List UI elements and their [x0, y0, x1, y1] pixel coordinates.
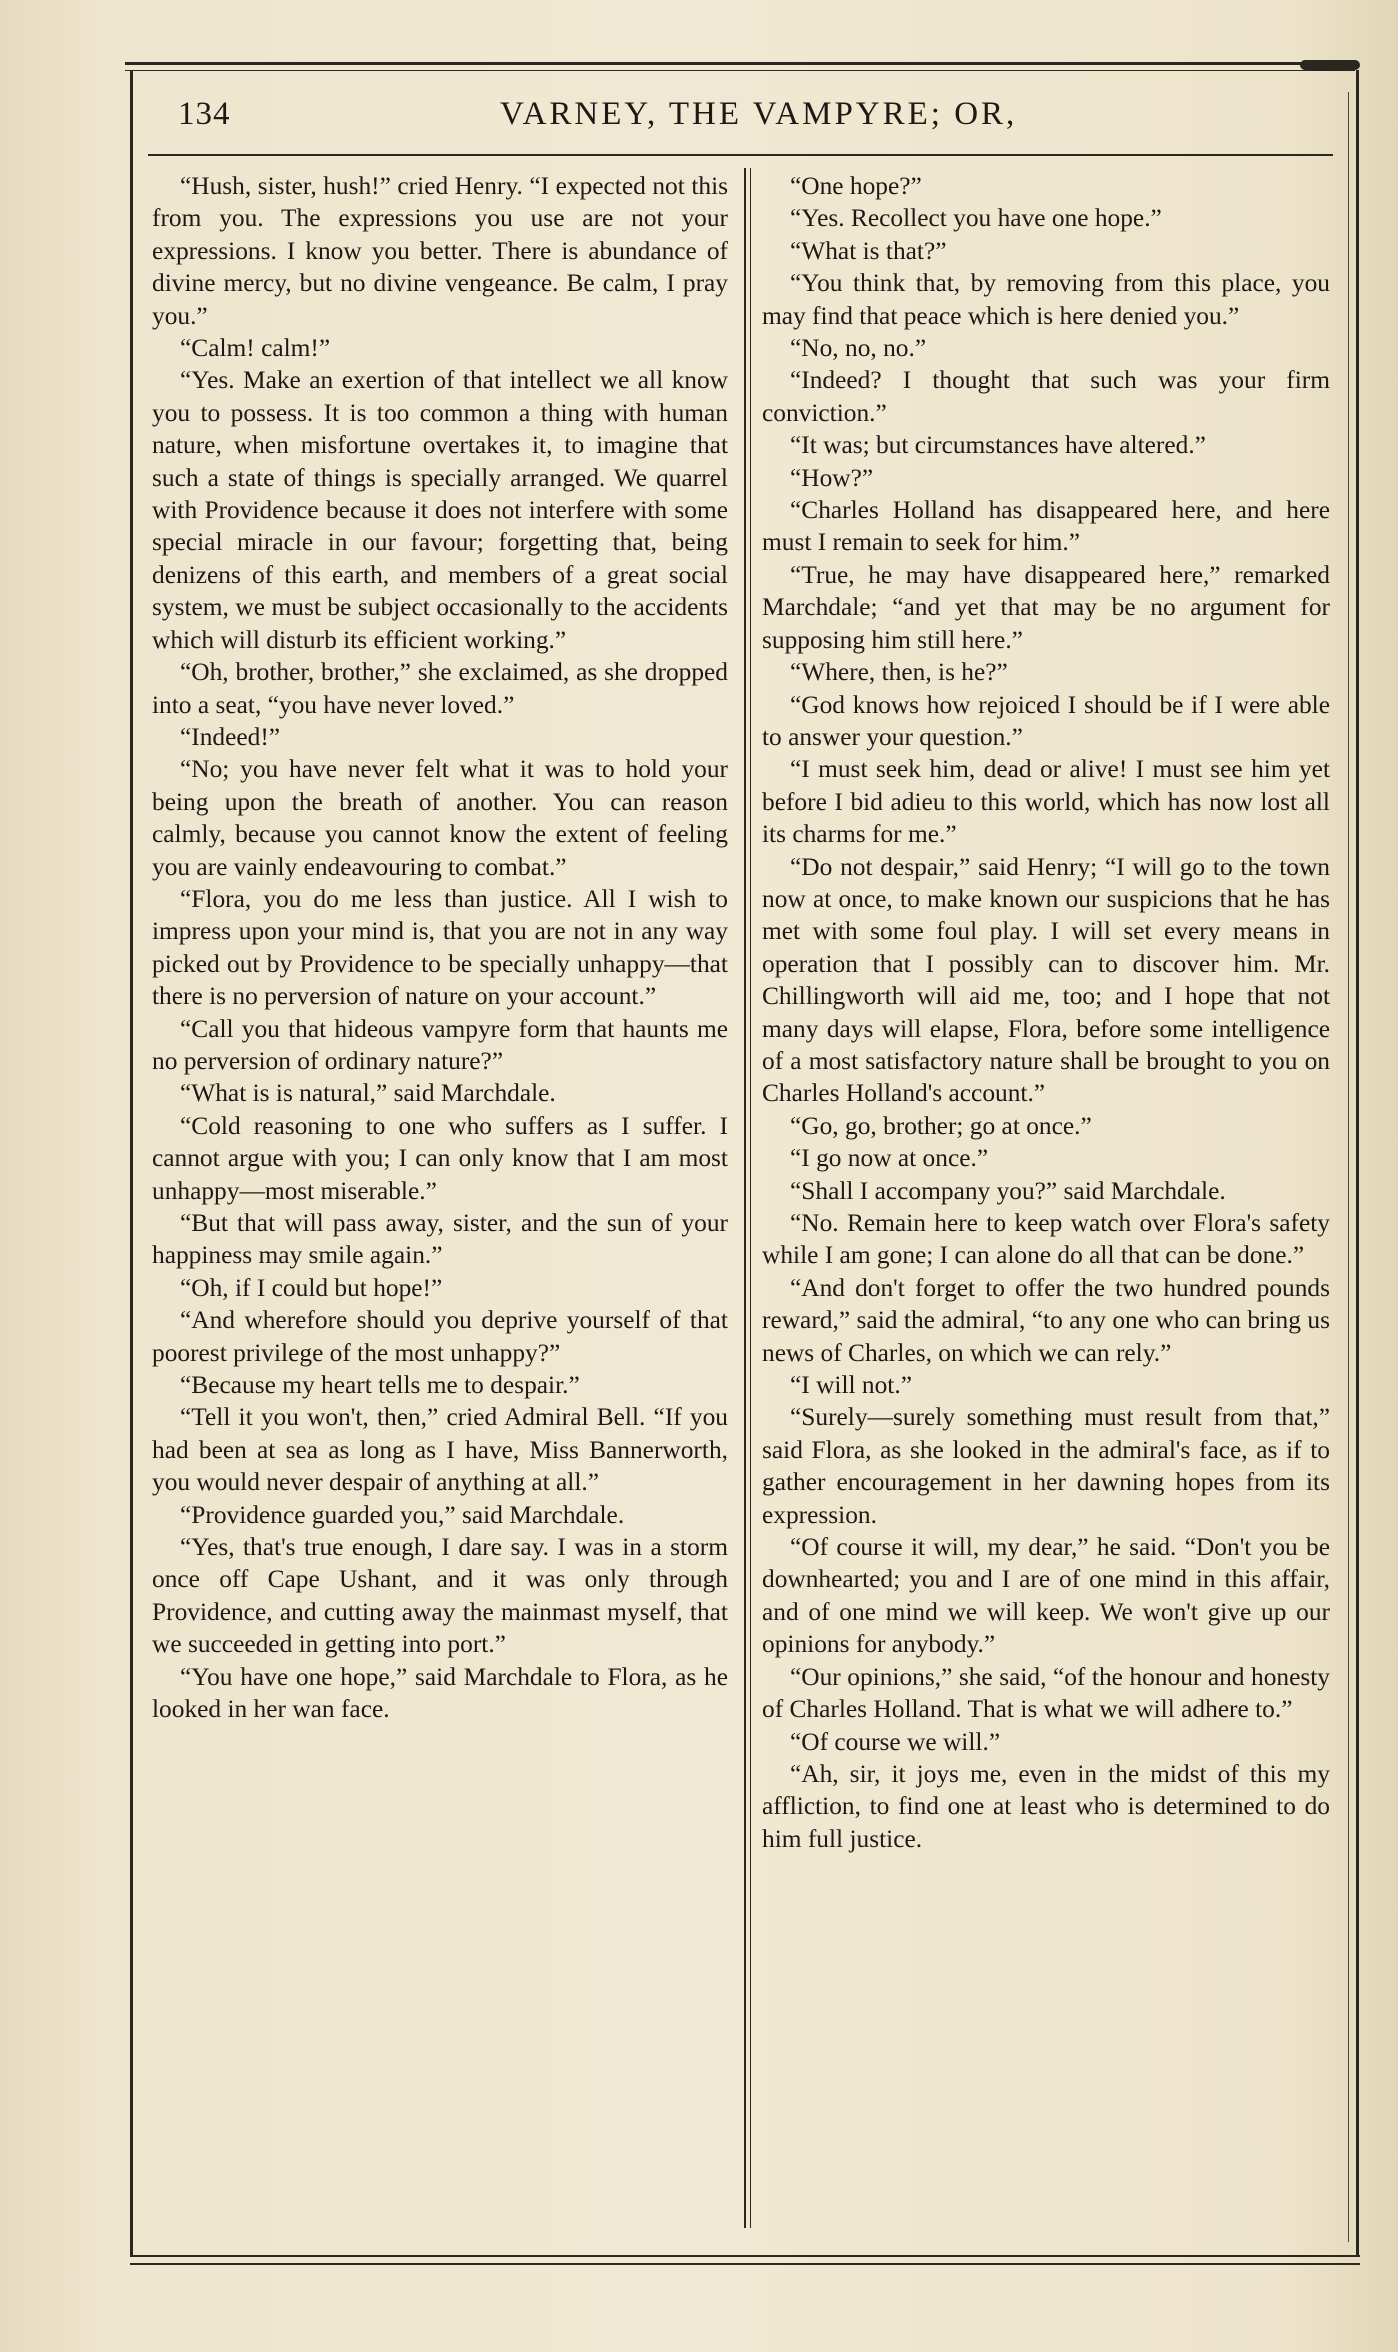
paragraph: “Tell it you won't, then,” cried Admiral Bell. “If you had been at sea as long as I have, Miss Bannerworth, you would never despair of anything at all.” [152, 1403, 728, 1497]
right-column [762, 170, 1330, 1855]
paragraph: “Of course it will, my dear,” he said. “Don't you be downhearted; you and I are of one mind in this affair, and of one mind we will keep. We won't give up our opinions for anybody.” [762, 1533, 1330, 1659]
top-border-ornament [1300, 60, 1360, 70]
paragraph: “Hush, sister, hush!” cried Henry. “I expected not this from you. The expressions you use are not your expressions. I know you better. There is abundance of divine mercy, but no divine vengeance. Be calm, I pray you.” [152, 172, 728, 330]
paragraph: “And wherefore should you deprive yourself of that poorest privilege of the most unhappy?” [152, 1306, 728, 1367]
paragraph: “What is that?” [790, 236, 947, 265]
paragraph: “No. Remain here to keep watch over Flora's safety while I am gone; I can alone do all that can be done.” [762, 1209, 1330, 1270]
paragraph: “Providence guarded you,” said Marchdale. [180, 1500, 625, 1529]
paragraph: “I will not.” [790, 1371, 912, 1400]
right-border-rule [1356, 70, 1359, 2255]
paragraph: “I go now at once.” [790, 1144, 989, 1173]
bottom-border-rule [130, 2255, 1360, 2257]
column-divider [744, 168, 746, 2228]
paragraph: “One hope?” [790, 172, 922, 200]
paragraph: “Because my heart tells me to despair.” [180, 1371, 580, 1400]
paragraph: “Go, go, brother; go at once.” [790, 1111, 1092, 1140]
paragraph: “Shall I accompany you?” said Marchdale. [790, 1176, 1226, 1205]
paragraph: “Do not despair,” said Henry; “I will go to the town now at once, to make known our suspicions that he has met with some foul play. I will set every means in operation that I possibly can to discover him. Mr. Chillingworth will aid me, too; and I hope that not many days will elapse, Flora, before some intelligence of a most satisfactory nature shall be brought to you on Charles Holland's account.” [762, 852, 1330, 1108]
right-border-inner-rule [1348, 92, 1349, 2242]
paragraph: “What is is natural,” said Marchdale. [180, 1079, 556, 1108]
paragraph: “Ah, sir, it joys me, even in the midst of this my affliction, to find one at least who is determined to do him full justice. [762, 1759, 1330, 1853]
paragraph: “Yes. Make an exertion of that intellect we all know you to possess. It is too common a thing with human nature, when misfortune overtakes it, to imagine that such a state of things is specially arranged. We quarrel with Providence because it does not interfere with some special miracle in our favour; forgetting that, being denizens of this earth, and members of a great social system, we must be subject occasionally to the accidents which will disturb its efficient working.” [152, 366, 728, 654]
paragraph: “Charles Holland has disappeared here, and here must I remain to seek for him.” [762, 496, 1330, 557]
paragraph: “Oh, brother, brother,” she exclaimed, as she dropped into a seat, “you have never loved.” [152, 658, 728, 719]
paragraph: “Oh, if I could but hope!” [180, 1273, 443, 1302]
paragraph: “And don't forget to offer the two hundred pounds reward,” said the admiral, “to any one who can bring us news of Charles, on which we can rely.” [762, 1273, 1330, 1367]
top-border-inner-rule [125, 70, 1355, 71]
paragraph: “You think that, by removing from this place, you may find that peace which is here denied you.” [762, 269, 1330, 330]
paragraph: “God knows how rejoiced I should be if I were able to answer your question.” [762, 690, 1330, 751]
left-border-rule [130, 70, 133, 2255]
paragraph: “But that will pass away, sister, and the sun of your happiness may smile again.” [152, 1209, 728, 1270]
paragraph: “Surely—surely something must result from that,” said Flora, as she looked in the admiral's face, as if to gather encouragement in her dawning hopes from its expression. [762, 1403, 1330, 1529]
header-rule [148, 154, 1333, 156]
column-divider-inner [750, 168, 751, 2228]
paragraph: “No; you have never felt what it was to hold your being upon the breath of another. You can reason calmly, because you cannot know the extent of feeling you are vainly endeavouring to combat.” [152, 755, 728, 881]
paragraph: “Cold reasoning to one who suffers as I suffer. I cannot argue with you; I can only know that I am most unhappy—most miserable.” [152, 1111, 728, 1205]
paragraph: “Our opinions,” she said, “of the honour and honesty of Charles Holland. That is what we will adhere to.” [762, 1662, 1330, 1724]
paragraph: “It was; but circumstances have altered.” [790, 431, 1206, 460]
page-number: 134 [178, 96, 231, 132]
paragraph: “Call you that hideous vampyre form that haunts me no perversion of ordinary nature?” [152, 1014, 728, 1075]
paragraph: “Where, then, is he?” [790, 658, 1008, 687]
paragraph: “Calm! calm!” [180, 334, 331, 363]
paragraph: “No, no, no.” [790, 334, 927, 363]
paragraph: “True, he may have disappeared here,” remarked Marchdale; “and yet that may be no argument for supposing him still here.” [762, 560, 1330, 654]
paragraph: “Yes. Recollect you have one hope.” [790, 204, 1162, 233]
paragraph: “How?” [790, 463, 874, 492]
paragraph: “I must seek him, dead or alive! I must see him yet before I bid adieu to this world, which has now lost all its charms for me.” [762, 755, 1330, 849]
left-column [152, 170, 728, 1726]
paragraph: “Indeed? I thought that such was your firm conviction.” [762, 366, 1330, 427]
paragraph: “You have one hope,” said Marchdale to Flora, as he looked in her wan face. [152, 1662, 728, 1724]
paragraph: “Yes, that's true enough, I dare say. I was in a storm once off Cape Ushant, and it was only through Providence, and cutting away the mainmast myself, that we succeeded in getting into port.” [152, 1533, 728, 1659]
running-title: VARNEY, THE VAMPYRE; OR, [500, 96, 1018, 132]
paragraph: “Of course we will.” [790, 1727, 1001, 1756]
paragraph: “Flora, you do me less than justice. All I wish to impress upon your mind is, that you are not in any way picked out by Providence to be specially unhappy—that there is no perversion of nature on your account.” [152, 884, 728, 1011]
top-border-rule [125, 62, 1355, 65]
bottom-border-inner-rule [130, 2263, 1360, 2265]
paragraph: “Indeed!” [180, 722, 281, 751]
